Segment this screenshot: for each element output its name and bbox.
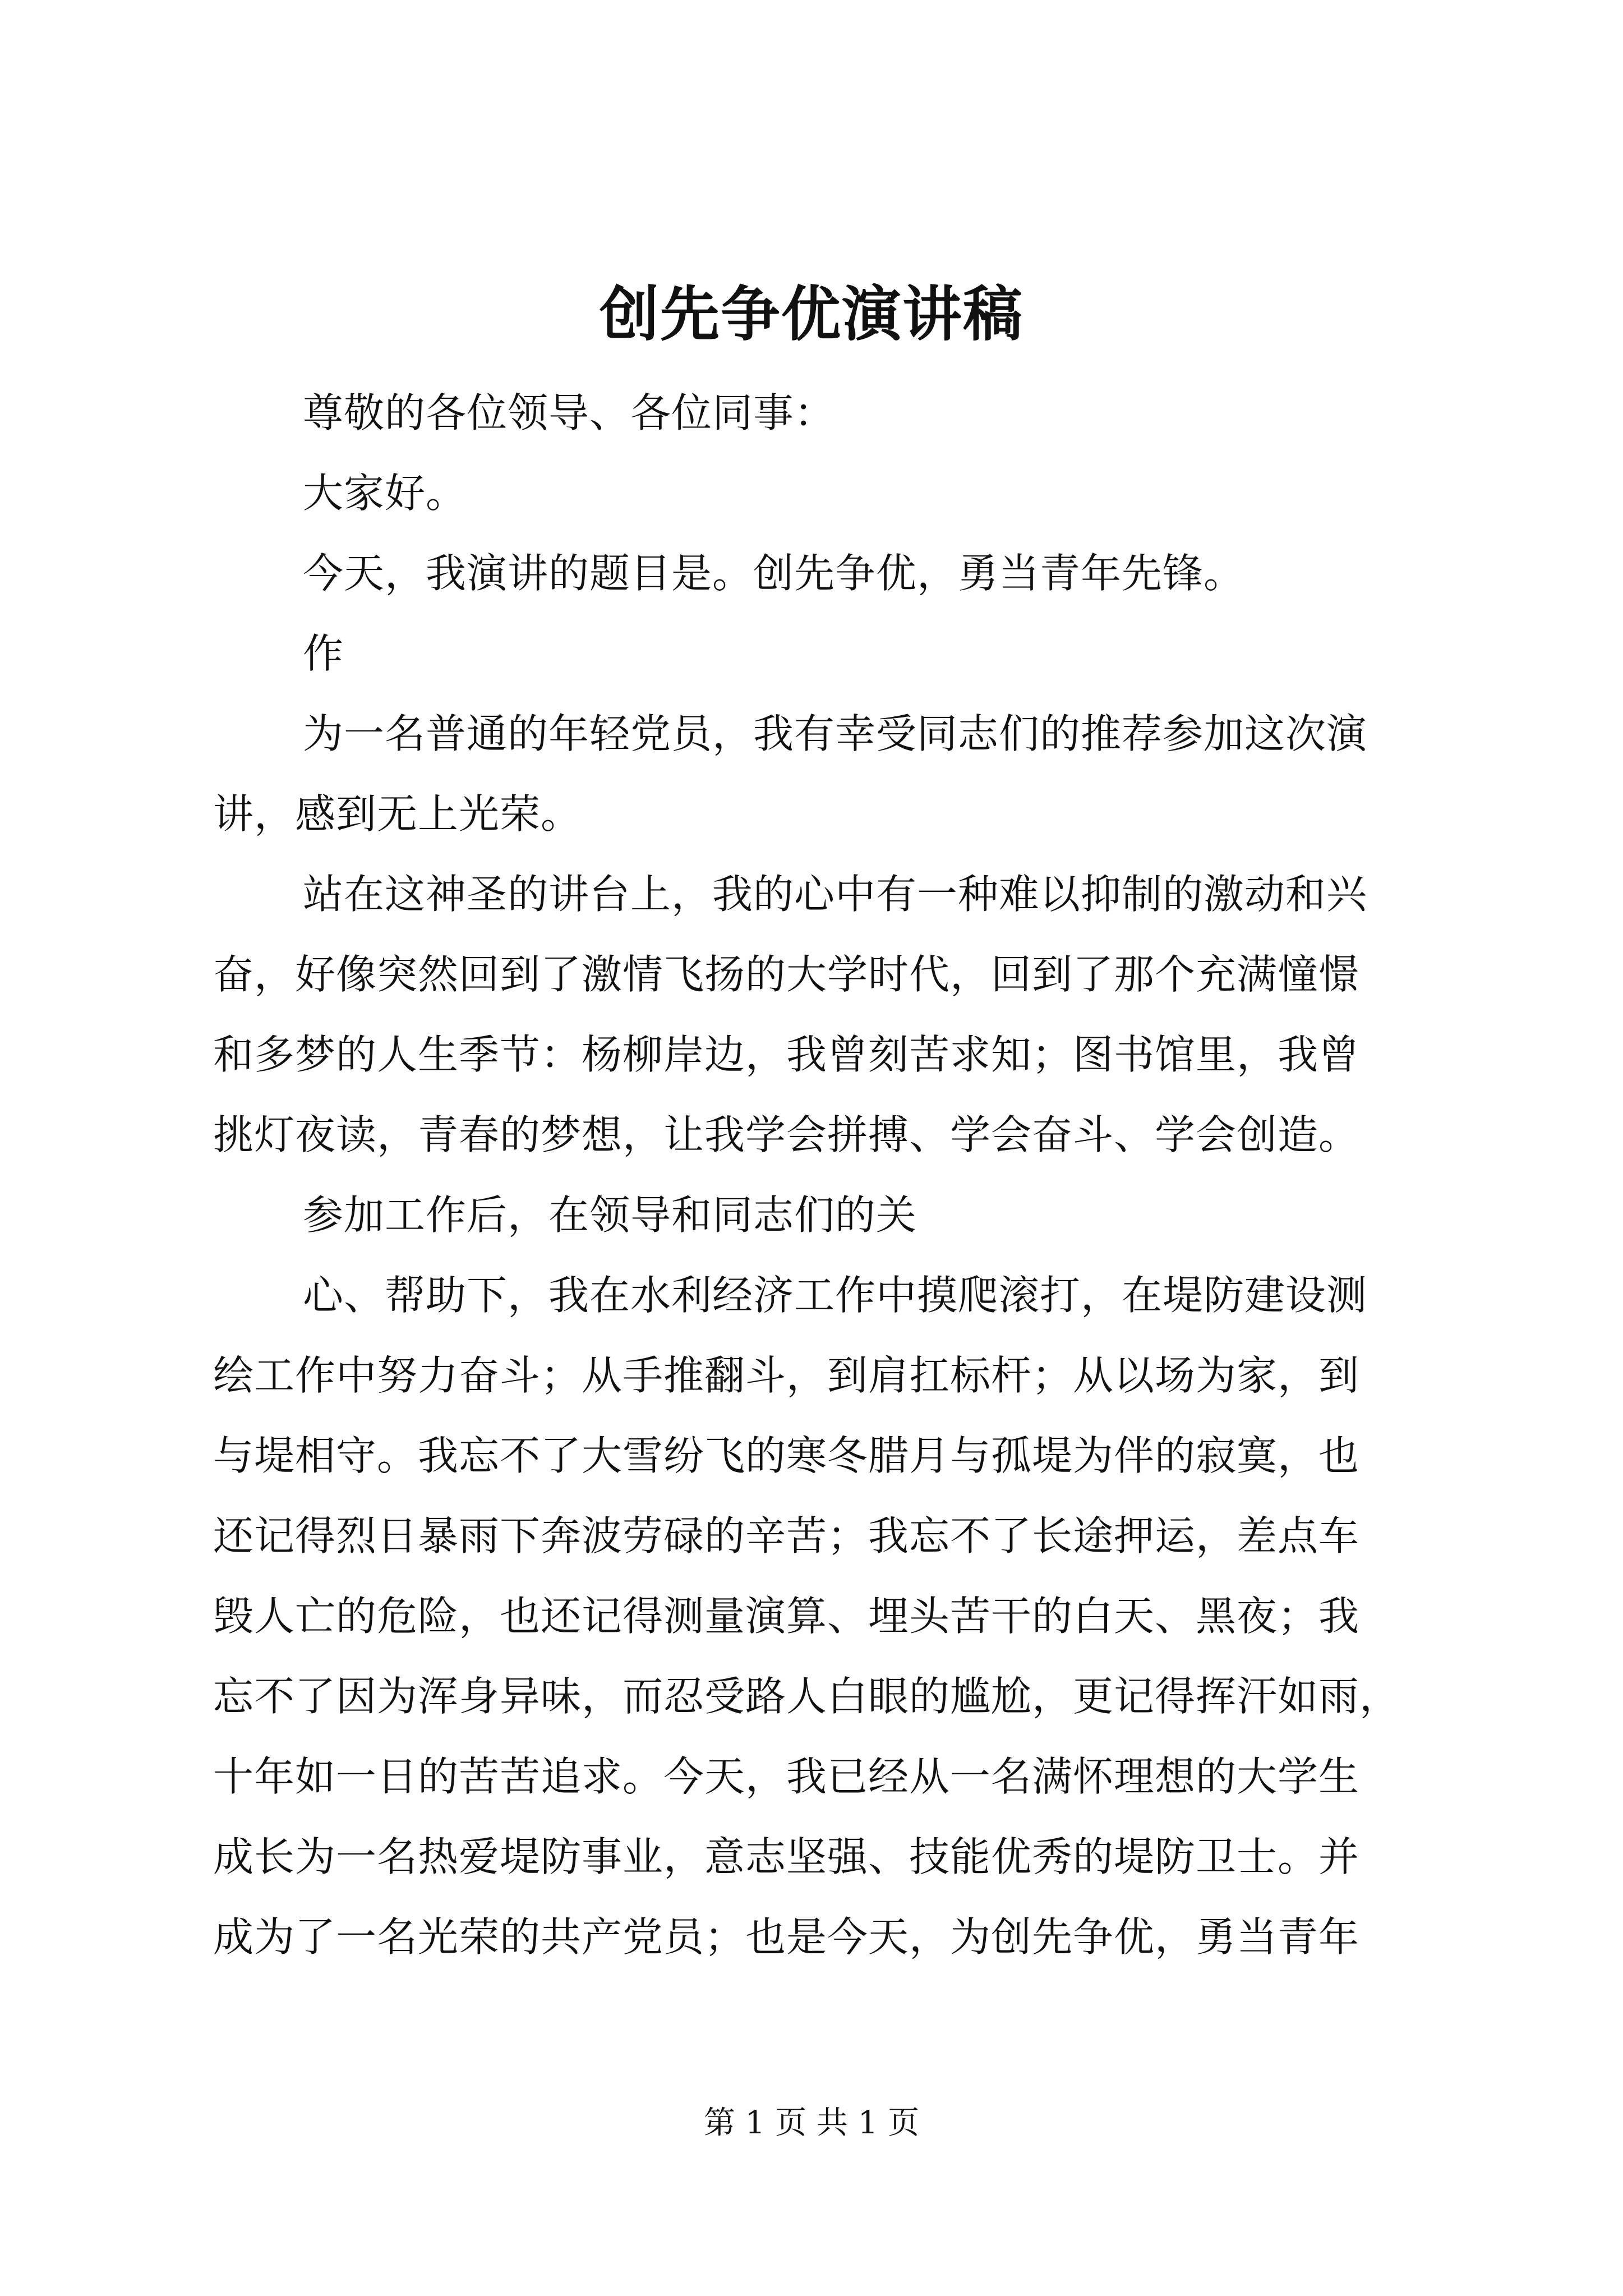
body-line: 作 bbox=[303, 630, 344, 677]
body-line: 绘工作中努力奋斗；从手推翻斗，到肩扛标杆；从以场为家，到 bbox=[213, 1352, 1360, 1399]
body-line: 大家好。 bbox=[303, 470, 467, 517]
body-line: 十年如一日的苦苦追求。今天，我已经从一名满怀理想的大学生 bbox=[213, 1753, 1360, 1800]
body-line: 心、帮助下，我在水利经济工作中摸爬滚打，在堤防建设测 bbox=[303, 1272, 1368, 1319]
body-line: 为一名普通的年轻党员，我有幸受同志们的推荐参加这次演 bbox=[303, 710, 1368, 757]
body-line: 尊敬的各位领导、各位同事： bbox=[303, 389, 836, 436]
body-line: 挑灯夜读，青春的梦想，让我学会拼搏、学会奋斗、学会创造。 bbox=[213, 1111, 1360, 1158]
body-line: 参加工作后，在领导和同志们的关 bbox=[303, 1191, 917, 1239]
body-line: 与堤相守。我忘不了大雪纷飞的寒冬腊月与孤堤为伴的寂寞，也 bbox=[213, 1432, 1360, 1479]
body-line: 还记得烈日暴雨下奔波劳碌的辛苦；我忘不了长途押运，差点车 bbox=[213, 1512, 1360, 1559]
body-line: 成为了一名光荣的共产党员；也是今天，为创先争优，勇当青年 bbox=[213, 1913, 1360, 1961]
document-title: 创先争优演讲稿 bbox=[600, 279, 1023, 349]
body-line: 站在这神圣的讲台上，我的心中有一种难以抑制的激动和兴 bbox=[303, 871, 1368, 918]
page-footer: 第 1 页 共 1 页 bbox=[703, 2105, 920, 2141]
document-body bbox=[213, 373, 1424, 1977]
body-line: 奋，好像突然回到了激情飞扬的大学时代，回到了那个充满憧憬 bbox=[213, 951, 1360, 998]
body-line: 今天，我演讲的题目是。创先争优，勇当青年先锋。 bbox=[303, 550, 1245, 597]
body-line: 和多梦的人生季节：杨柳岸边，我曾刻苦求知；图书馆里，我曾 bbox=[213, 1031, 1360, 1078]
body-line: 讲，感到无上光荣。 bbox=[213, 790, 582, 838]
body-line: 成长为一名热爱堤防事业，意志坚强、技能优秀的堤防卫士。并 bbox=[213, 1833, 1360, 1880]
body-line: 忘不了因为浑身异味，而忍受路人白眼的尴尬，更记得挥汗如雨， bbox=[213, 1673, 1401, 1720]
body-line: 毁人亡的危险，也还记得测量演算、埋头苦干的白天、黑夜；我 bbox=[213, 1593, 1360, 1640]
